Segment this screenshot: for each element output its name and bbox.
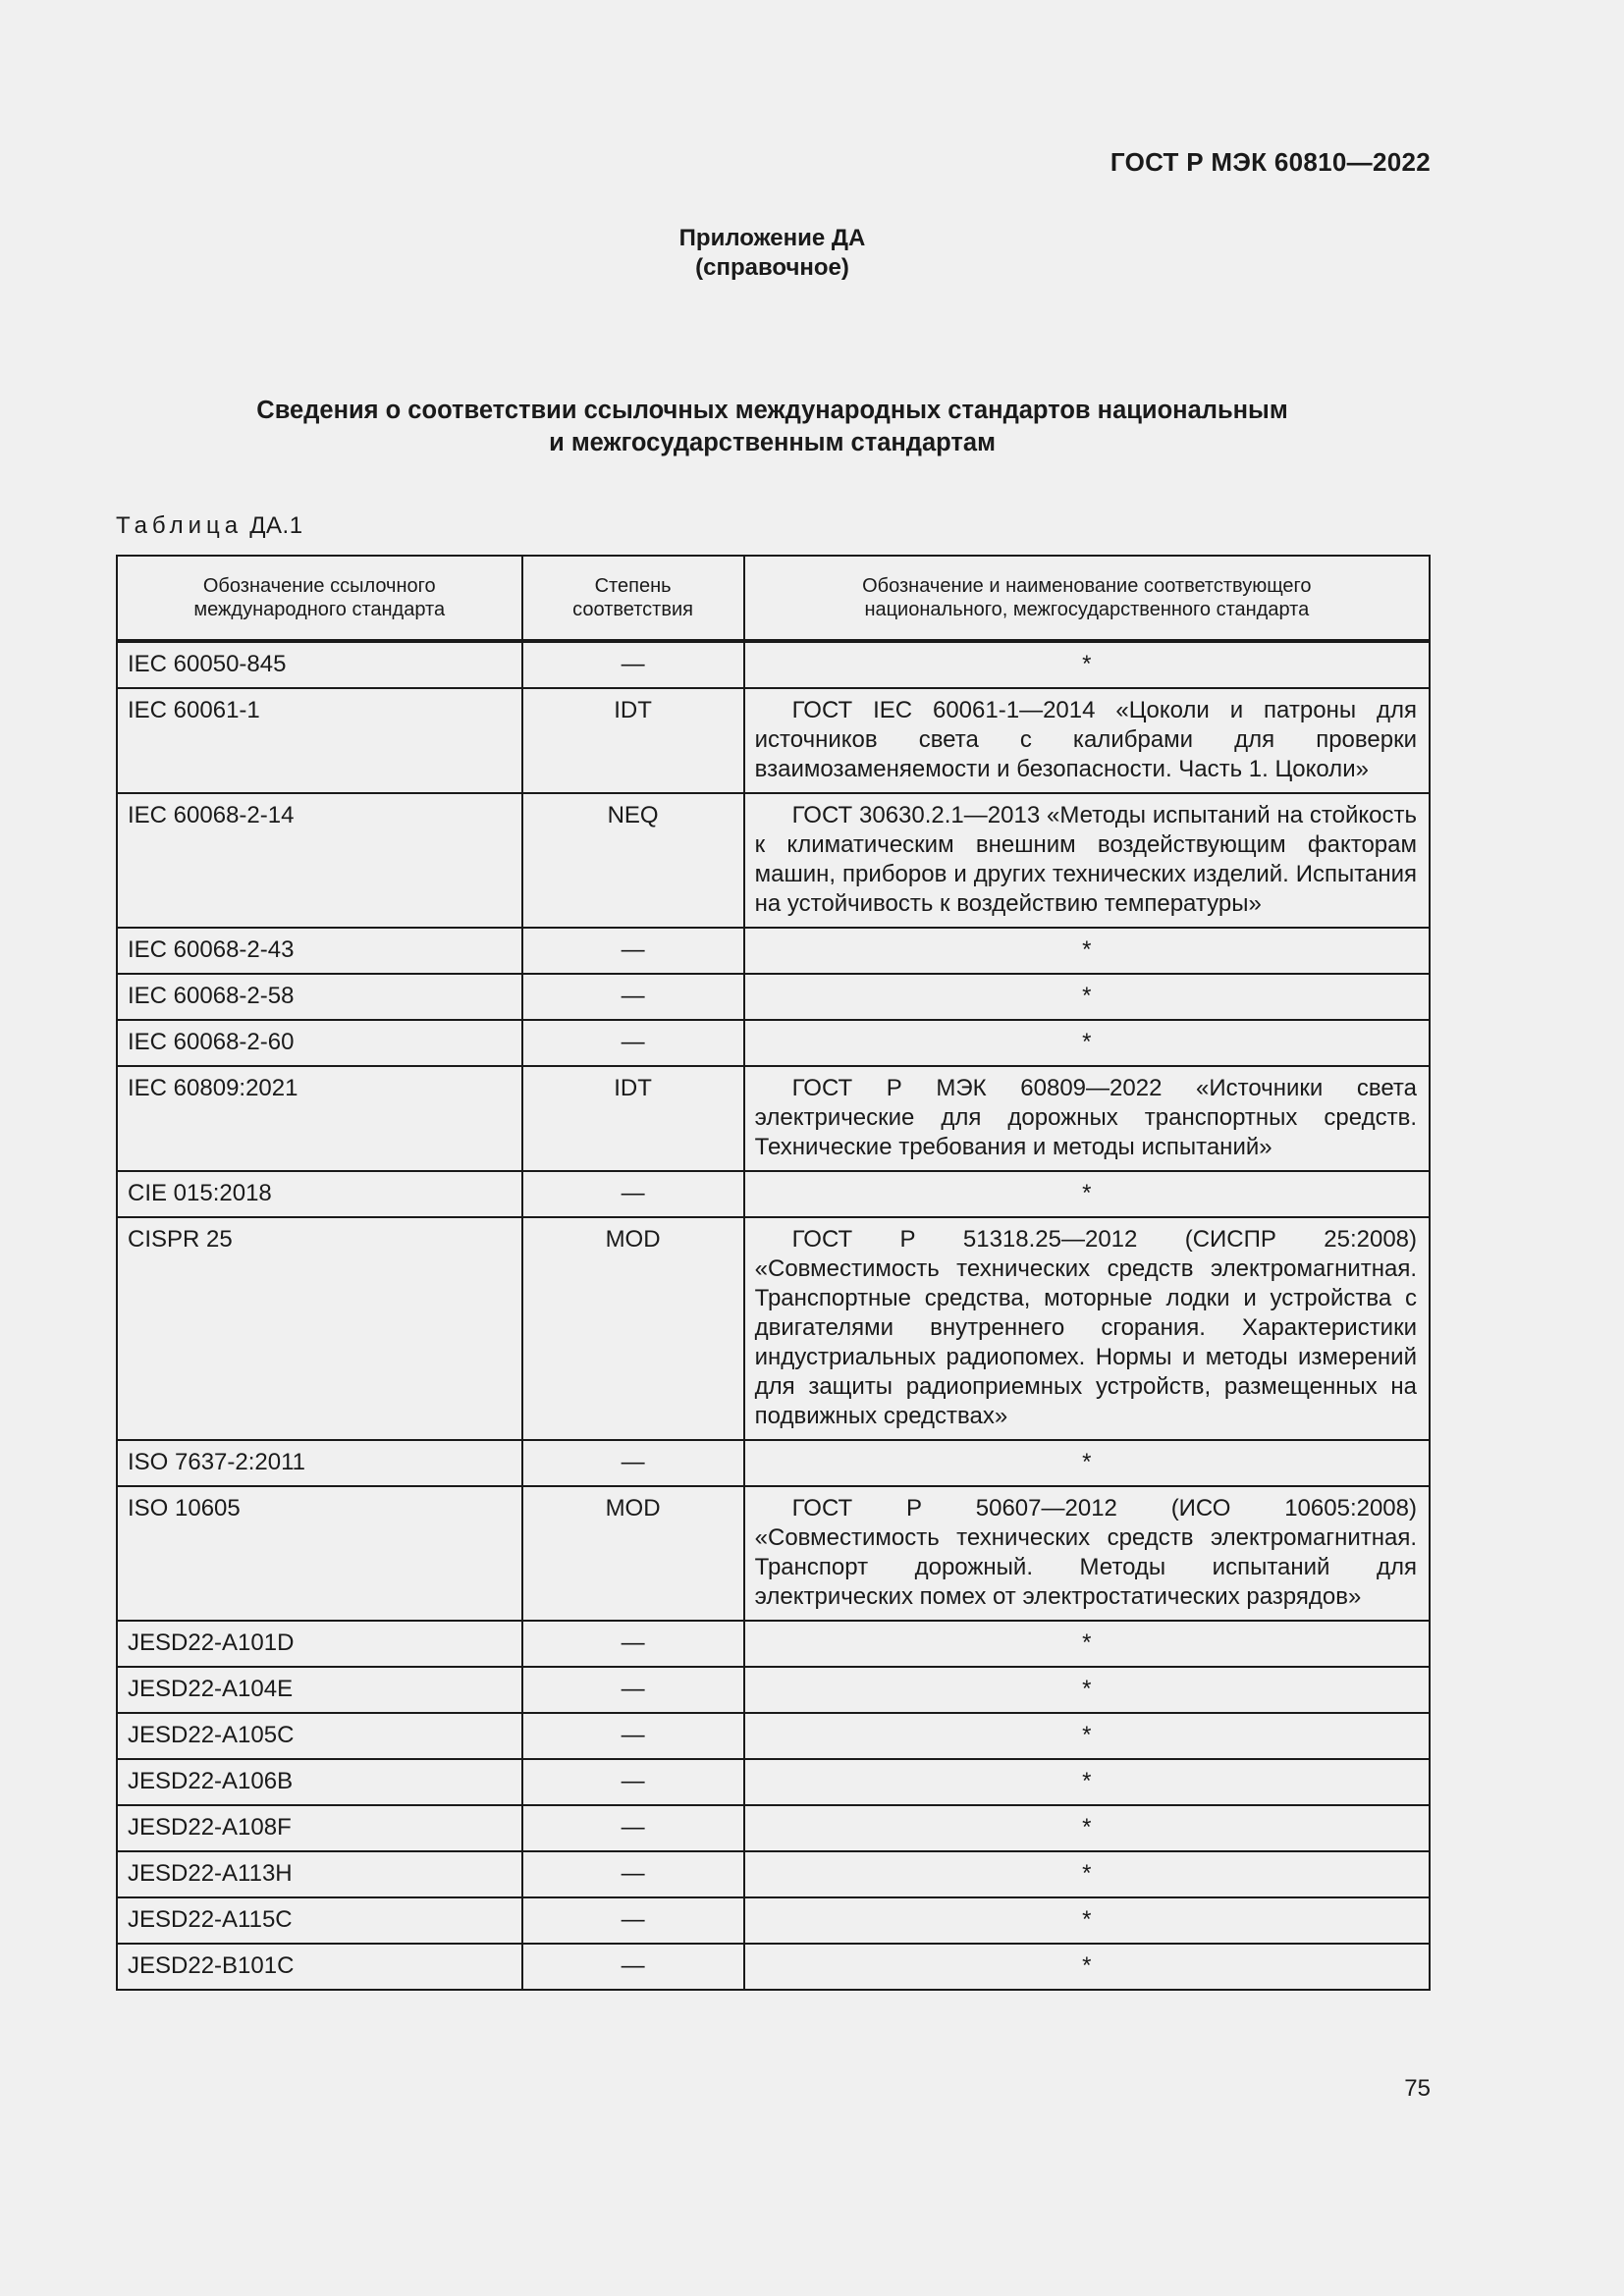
cell-national-standard: *: [744, 1621, 1430, 1667]
table-caption-word: Таблица: [116, 512, 244, 539]
table-row: [117, 1944, 1430, 1990]
correspondence-table-wrapper: [116, 555, 1431, 1991]
cell-international-standard: JESD22-B101C: [117, 1944, 522, 1990]
cell-international-standard: IEC 60068-2-43: [117, 928, 522, 974]
table-row: [117, 1621, 1430, 1667]
cell-degree: NEQ: [522, 793, 744, 928]
cell-national-standard: ГОСТ Р 51318.25—2012 (СИСПР 25:2008) «Совместимость технических средств электромагнитная. Транспортные средства, моторные лодки и устройства с двигателями внутреннего сгорания. Характеристики индустриальных радиопомех. Нормы и методы измерений для защиты радиоприемных устройств, размещенных на подвижных средствах»: [744, 1217, 1430, 1440]
cell-national-standard: ГОСТ 30630.2.1—2013 «Методы испытаний на стойкость к климатическим внешним воздействующим факторам машин, приборов и других технических изделий. Испытания на устойчивость к воздействию температуры»: [744, 793, 1430, 928]
cell-degree: IDT: [522, 1066, 744, 1171]
appendix-title: Приложение ДА: [678, 225, 866, 251]
cell-national-standard: *: [744, 641, 1430, 688]
header-col2-line1: Степень: [594, 575, 672, 597]
cell-degree: —: [522, 1851, 744, 1897]
table-body: [117, 641, 1430, 1990]
cell-degree: MOD: [522, 1486, 744, 1621]
cell-international-standard: JESD22-A104E: [117, 1667, 522, 1713]
cell-international-standard: JESD22-A101D: [117, 1621, 522, 1667]
header-international-standard: [117, 556, 522, 641]
cell-degree: —: [522, 1805, 744, 1851]
cell-international-standard: IEC 60050-845: [117, 641, 522, 688]
cell-degree: —: [522, 928, 744, 974]
header-col2-line2: соответствия: [572, 599, 693, 620]
cell-international-standard: JESD22-A105C: [117, 1713, 522, 1759]
section-title-line2: и межгосударственным стандартам: [549, 429, 996, 456]
cell-national-standard: ГОСТ Р МЭК 60809—2022 «Источники света электрические для дорожных транспортных средств. Технические требования и методы испытаний»: [744, 1066, 1430, 1171]
cell-national-standard: *: [744, 1944, 1430, 1990]
cell-national-standard: *: [744, 1171, 1430, 1217]
cell-degree: —: [522, 1667, 744, 1713]
table-row: [117, 1667, 1430, 1713]
table-row: [117, 1805, 1430, 1851]
cell-degree: MOD: [522, 1217, 744, 1440]
table-row: [117, 688, 1430, 793]
table-caption-number: ДА.1: [249, 512, 303, 539]
cell-international-standard: CISPR 25: [117, 1217, 522, 1440]
cell-international-standard: JESD22-A108F: [117, 1805, 522, 1851]
cell-national-standard: *: [744, 928, 1430, 974]
cell-degree: IDT: [522, 688, 744, 793]
section-title-line1: Сведения о соответствии ссылочных международных стандартов национальным: [256, 397, 1288, 424]
cell-national-standard: *: [744, 1713, 1430, 1759]
table-row: [117, 1897, 1430, 1944]
cell-international-standard: IEC 60068-2-14: [117, 793, 522, 928]
cell-international-standard: JESD22-A113H: [117, 1851, 522, 1897]
header-col1-line2: международного стандарта: [193, 599, 446, 620]
header-degree: [522, 556, 744, 641]
cell-national-standard: ГОСТ Р 50607—2012 (ИСО 10605:2008) «Совместимость технических средств электромагнитная. Транспорт дорожный. Методы испытаний для электрических помех от электростатических разрядов»: [744, 1486, 1430, 1621]
cell-international-standard: ISO 7637-2:2011: [117, 1440, 522, 1486]
cell-national-standard: ГОСТ IEC 60061-1—2014 «Цоколи и патроны для источников света с калибрами для проверки взаимозаменяемости и безопасности. Часть 1. Цоколи»: [744, 688, 1430, 793]
cell-national-standard: *: [744, 1667, 1430, 1713]
cell-international-standard: JESD22-A115C: [117, 1897, 522, 1944]
cell-national-standard: *: [744, 1020, 1430, 1066]
appendix-subtitle: (справочное): [695, 254, 849, 281]
section-title: [0, 395, 1544, 459]
cell-degree: —: [522, 1440, 744, 1486]
table-row: [117, 1066, 1430, 1171]
cell-national-standard: *: [744, 1897, 1430, 1944]
cell-international-standard: IEC 60061-1: [117, 688, 522, 793]
cell-international-standard: IEC 60068-2-60: [117, 1020, 522, 1066]
cell-national-standard: *: [744, 1759, 1430, 1805]
table-header-row: [117, 556, 1430, 641]
cell-international-standard: IEC 60068-2-58: [117, 974, 522, 1020]
header-col3-line2: национального, межгосударственного стандарта: [864, 599, 1310, 620]
cell-national-standard: *: [744, 974, 1430, 1020]
cell-degree: —: [522, 641, 744, 688]
cell-national-standard: *: [744, 1851, 1430, 1897]
cell-degree: —: [522, 1944, 744, 1990]
table-caption: [116, 512, 303, 540]
table-row: [117, 928, 1430, 974]
cell-international-standard: IEC 60809:2021: [117, 1066, 522, 1171]
table-row: [117, 1713, 1430, 1759]
cell-degree: —: [522, 974, 744, 1020]
cell-international-standard: ISO 10605: [117, 1486, 522, 1621]
document-code: ГОСТ Р МЭК 60810—2022: [1110, 147, 1431, 177]
correspondence-table: [116, 555, 1431, 1991]
cell-degree: —: [522, 1621, 744, 1667]
cell-national-standard: *: [744, 1440, 1430, 1486]
header-col1-line1: Обозначение ссылочного: [202, 575, 436, 597]
cell-national-standard: *: [744, 1805, 1430, 1851]
table-row: [117, 1759, 1430, 1805]
header-col3-line1: Обозначение и наименование соответствующего: [862, 575, 1312, 597]
page-number: 75: [1404, 2075, 1431, 2102]
cell-degree: —: [522, 1171, 744, 1217]
header-national-standard: [744, 556, 1430, 641]
table-row: [117, 1020, 1430, 1066]
cell-degree: —: [522, 1713, 744, 1759]
table-row: [117, 1851, 1430, 1897]
table-row: [117, 1440, 1430, 1486]
table-row: [117, 641, 1430, 688]
table-row: [117, 1171, 1430, 1217]
cell-international-standard: JESD22-A106B: [117, 1759, 522, 1805]
table-row: [117, 1217, 1430, 1440]
appendix-heading: [0, 224, 1544, 283]
cell-degree: —: [522, 1897, 744, 1944]
cell-degree: —: [522, 1759, 744, 1805]
table-row: [117, 793, 1430, 928]
cell-degree: —: [522, 1020, 744, 1066]
table-row: [117, 974, 1430, 1020]
table-row: [117, 1486, 1430, 1621]
cell-international-standard: CIE 015:2018: [117, 1171, 522, 1217]
